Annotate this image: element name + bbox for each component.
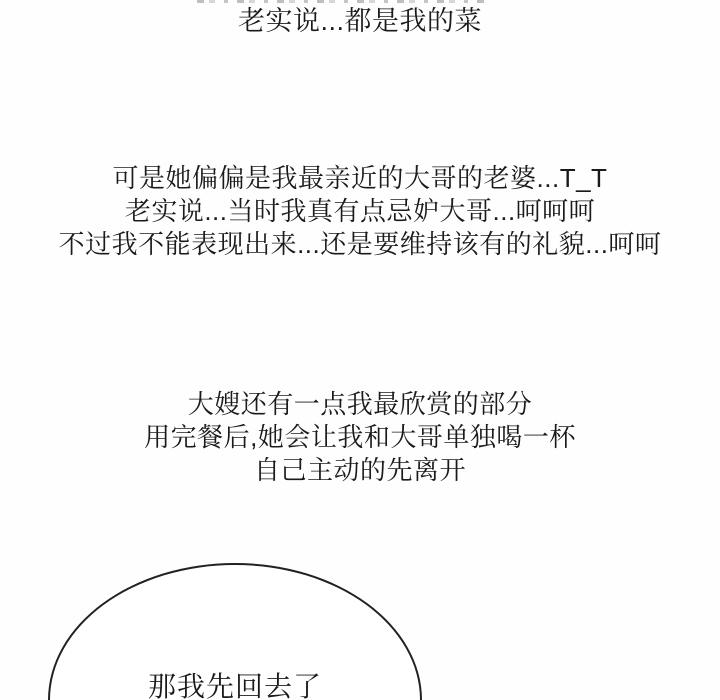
- narration-block-2: [0, 388, 720, 487]
- narration-line: 可是她偏偏是我最亲近的大哥的老婆...T_T: [112, 163, 608, 193]
- narration-line: 老实说...当时我真有点忌妒大哥...呵呵呵: [124, 196, 596, 226]
- narration-line: 大嫂还有一点我最欣赏的部分: [187, 389, 533, 419]
- clipped-text-remnant: [197, 0, 487, 3]
- narration-line: 自己主动的先离开: [253, 455, 466, 485]
- narration-block-1: [0, 162, 720, 261]
- speech-bubble-text: 那我先回去了: [147, 671, 322, 700]
- narration-line: 不过我不能表现出来...还是要维持该有的礼貌...呵呵: [58, 229, 662, 259]
- narration-caption-top: 老实说...都是我的菜: [237, 6, 482, 36]
- narration-line: 用完餐后,她会让我和大哥单独喝一杯: [144, 422, 576, 452]
